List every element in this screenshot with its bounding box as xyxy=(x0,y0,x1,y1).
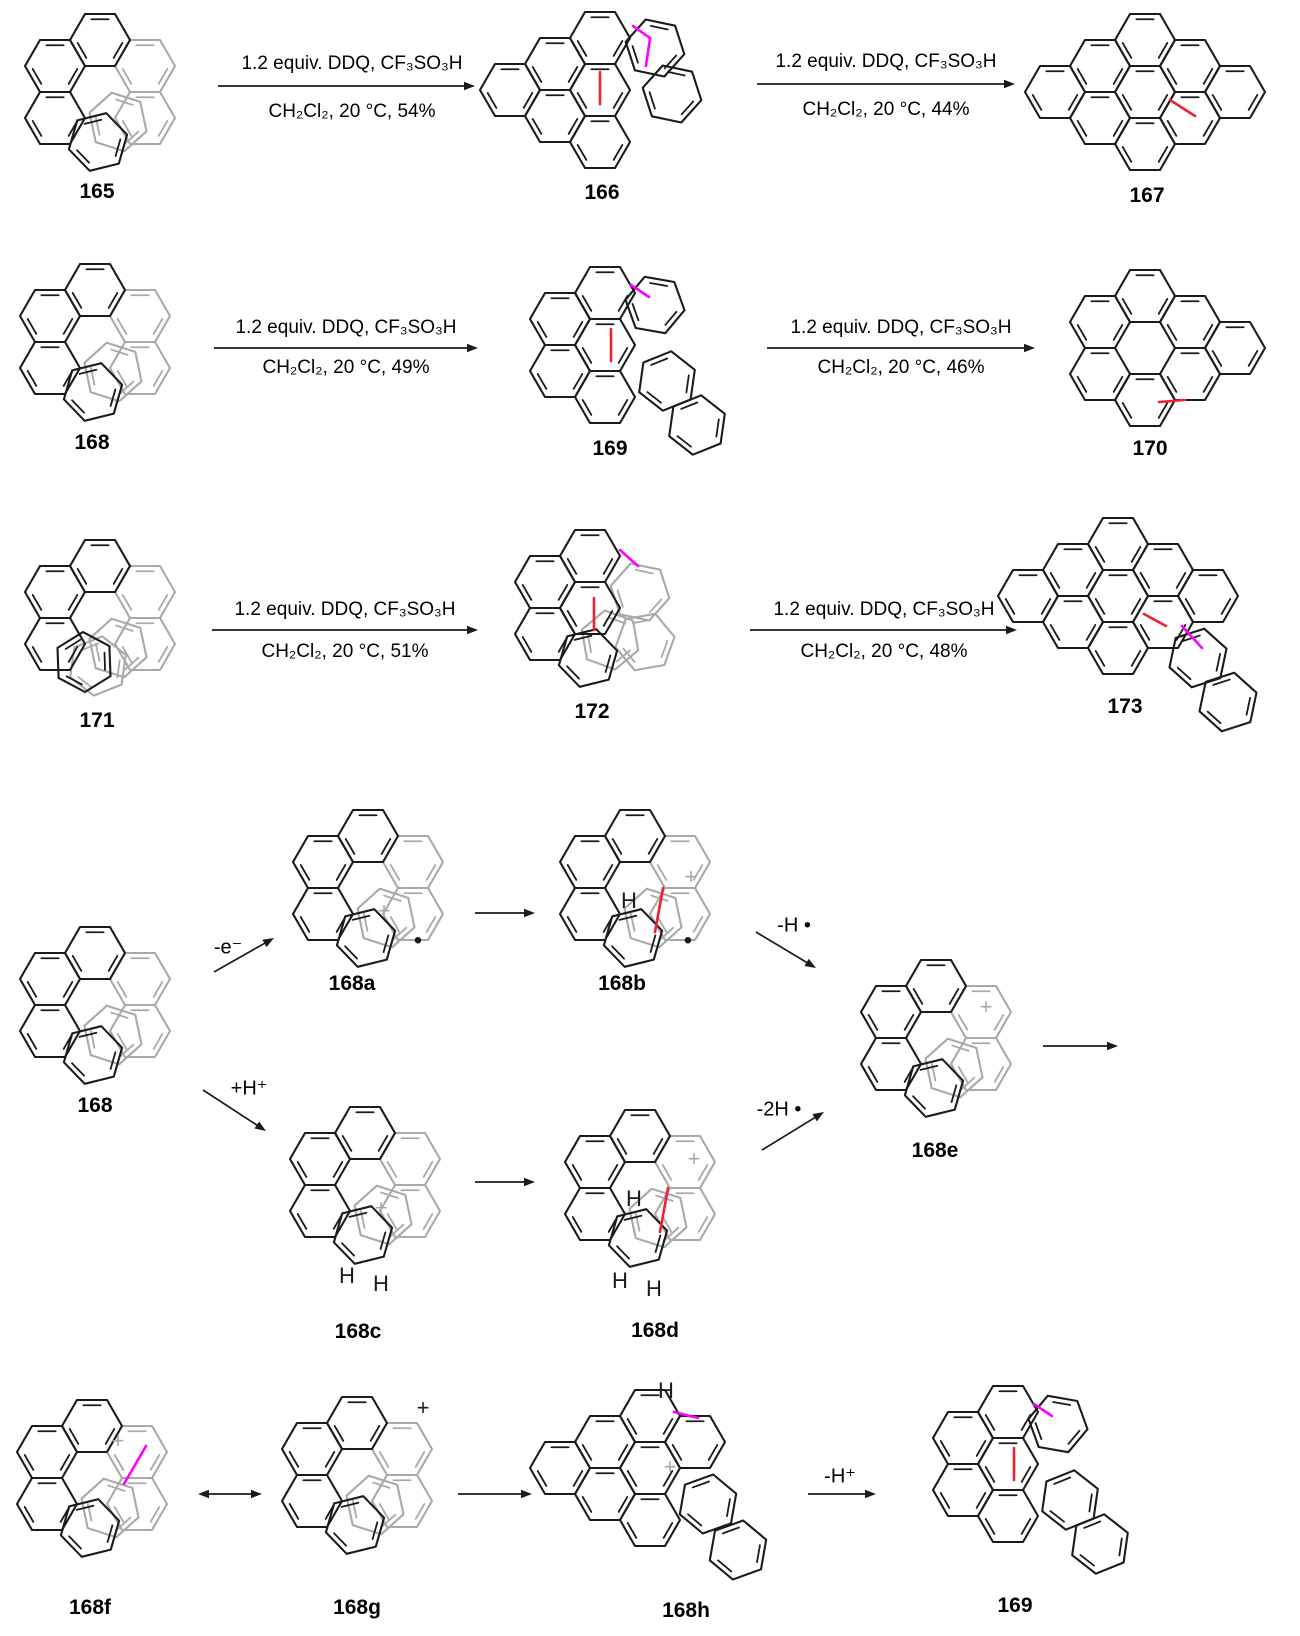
structure-165 xyxy=(25,14,175,203)
highlighted-bond xyxy=(646,38,650,66)
reaction-arrow xyxy=(1043,1042,1118,1050)
structure-166 xyxy=(480,12,701,204)
structure-label-169: 169 xyxy=(592,437,628,460)
structure-label-173: 173 xyxy=(1107,695,1143,718)
structure-label-172: 172 xyxy=(574,700,610,723)
structure-172 xyxy=(515,530,675,723)
reaction-6-reagents: 1.2 equiv. DDQ, CF₃SO₃H xyxy=(773,599,995,620)
reaction-3-conditions: CH₂Cl₂, 20 °C, 49% xyxy=(262,357,430,378)
reaction-arrow xyxy=(475,1178,535,1186)
atom-annotation: + xyxy=(416,1395,430,1420)
structure-168 xyxy=(20,264,170,454)
label-plus-proton: +H⁺ xyxy=(230,1077,268,1100)
highlighted-bond xyxy=(1159,400,1185,402)
reaction-arrow xyxy=(750,626,1017,634)
atom-annotation: + xyxy=(687,1146,701,1171)
structure-168e xyxy=(861,960,1011,1162)
reaction-1-reagents: 1.2 equiv. DDQ, CF₃SO₃H xyxy=(241,53,463,74)
atom-annotation: + xyxy=(663,1454,677,1479)
reaction-6-conditions: CH₂Cl₂, 20 °C, 48% xyxy=(800,641,968,662)
structure-label-166: 166 xyxy=(584,181,620,204)
atom-annotation: + xyxy=(979,994,993,1019)
atom-annotation: + xyxy=(684,864,698,889)
label-minus-electron: -e⁻ xyxy=(213,936,243,959)
atom-annotation: • xyxy=(413,927,423,954)
structure-label-168: 168 xyxy=(74,431,110,454)
atom-annotation: H xyxy=(646,1276,662,1301)
structure-170 xyxy=(1070,270,1265,460)
reaction-3-reagents: 1.2 equiv. DDQ, CF₃SO₃H xyxy=(235,317,457,338)
reaction-arrow xyxy=(767,344,1035,352)
highlighted-bond xyxy=(1144,614,1166,626)
reaction-2-reagents: 1.2 equiv. DDQ, CF₃SO₃H xyxy=(775,51,997,72)
resonance-arrow xyxy=(198,1490,262,1498)
structure-label-165: 165 xyxy=(79,180,115,203)
reaction-arrow xyxy=(218,82,475,90)
structure-168b xyxy=(560,810,710,995)
structure-label-170: 170 xyxy=(1132,437,1168,460)
atom-annotation: H xyxy=(626,1186,642,1211)
structure-169 xyxy=(530,267,725,460)
atom-annotation: H xyxy=(612,1268,628,1293)
atom-annotation: H xyxy=(621,888,637,913)
structure-label-168: 168 xyxy=(77,1094,113,1117)
structure-169 xyxy=(933,1386,1128,1617)
structure-168d xyxy=(565,1110,715,1342)
structure-label-168h: 168h xyxy=(662,1599,710,1622)
reaction-arrow xyxy=(757,80,1015,88)
reaction-5-conditions: CH₂Cl₂, 20 °C, 51% xyxy=(261,641,429,662)
structure-label-168e: 168e xyxy=(911,1139,959,1162)
atom-annotation: + xyxy=(377,898,391,923)
reaction-1-conditions: CH₂Cl₂, 20 °C, 54% xyxy=(268,101,436,122)
structure-171 xyxy=(25,540,175,732)
reaction-arrow xyxy=(475,909,535,917)
structure-168f xyxy=(17,1400,167,1619)
highlighted-bond xyxy=(620,550,638,566)
structure-168g xyxy=(282,1395,432,1619)
reaction-arrow xyxy=(808,1490,876,1498)
highlighted-bond xyxy=(1170,100,1195,116)
structure-label-168c: 168c xyxy=(334,1320,382,1343)
label-minus-h-radical: -H • xyxy=(777,914,811,937)
reaction-2-conditions: CH₂Cl₂, 20 °C, 44% xyxy=(802,99,970,120)
structure-label-168b: 168b xyxy=(598,972,646,995)
label-minus-proton: -H⁺ xyxy=(824,1465,856,1488)
structure-168c xyxy=(290,1107,440,1343)
structure-168h xyxy=(530,1378,766,1622)
atom-annotation: + xyxy=(111,1428,125,1453)
reaction-4-conditions: CH₂Cl₂, 20 °C, 46% xyxy=(817,357,985,378)
structure-label-168a: 168a xyxy=(328,972,376,995)
atom-annotation: H xyxy=(658,1378,674,1403)
structure-label-169: 169 xyxy=(997,1594,1033,1617)
structure-168 xyxy=(20,927,170,1117)
atom-annotation: • xyxy=(683,927,693,954)
reaction-arrow xyxy=(214,344,478,352)
structure-label-168f: 168f xyxy=(68,1596,112,1619)
structure-label-167: 167 xyxy=(1129,184,1165,207)
structure-168a xyxy=(293,810,443,995)
structure-label-168g: 168g xyxy=(333,1596,381,1619)
reaction-4-reagents: 1.2 equiv. DDQ, CF₃SO₃H xyxy=(790,317,1012,338)
structure-label-171: 171 xyxy=(79,709,115,732)
atom-annotation: H xyxy=(339,1263,355,1288)
structure-label-168d: 168d xyxy=(631,1319,679,1342)
reaction-5-reagents: 1.2 equiv. DDQ, CF₃SO₃H xyxy=(234,599,456,620)
label-minus-2h-radical: -2H • xyxy=(756,1098,802,1121)
atom-annotation: + xyxy=(374,1195,388,1220)
atom-annotation: H xyxy=(373,1271,389,1296)
structure-167 xyxy=(1025,14,1265,207)
reaction-arrow xyxy=(458,1490,532,1498)
reaction-arrow xyxy=(212,626,478,634)
structure-173 xyxy=(998,518,1257,731)
